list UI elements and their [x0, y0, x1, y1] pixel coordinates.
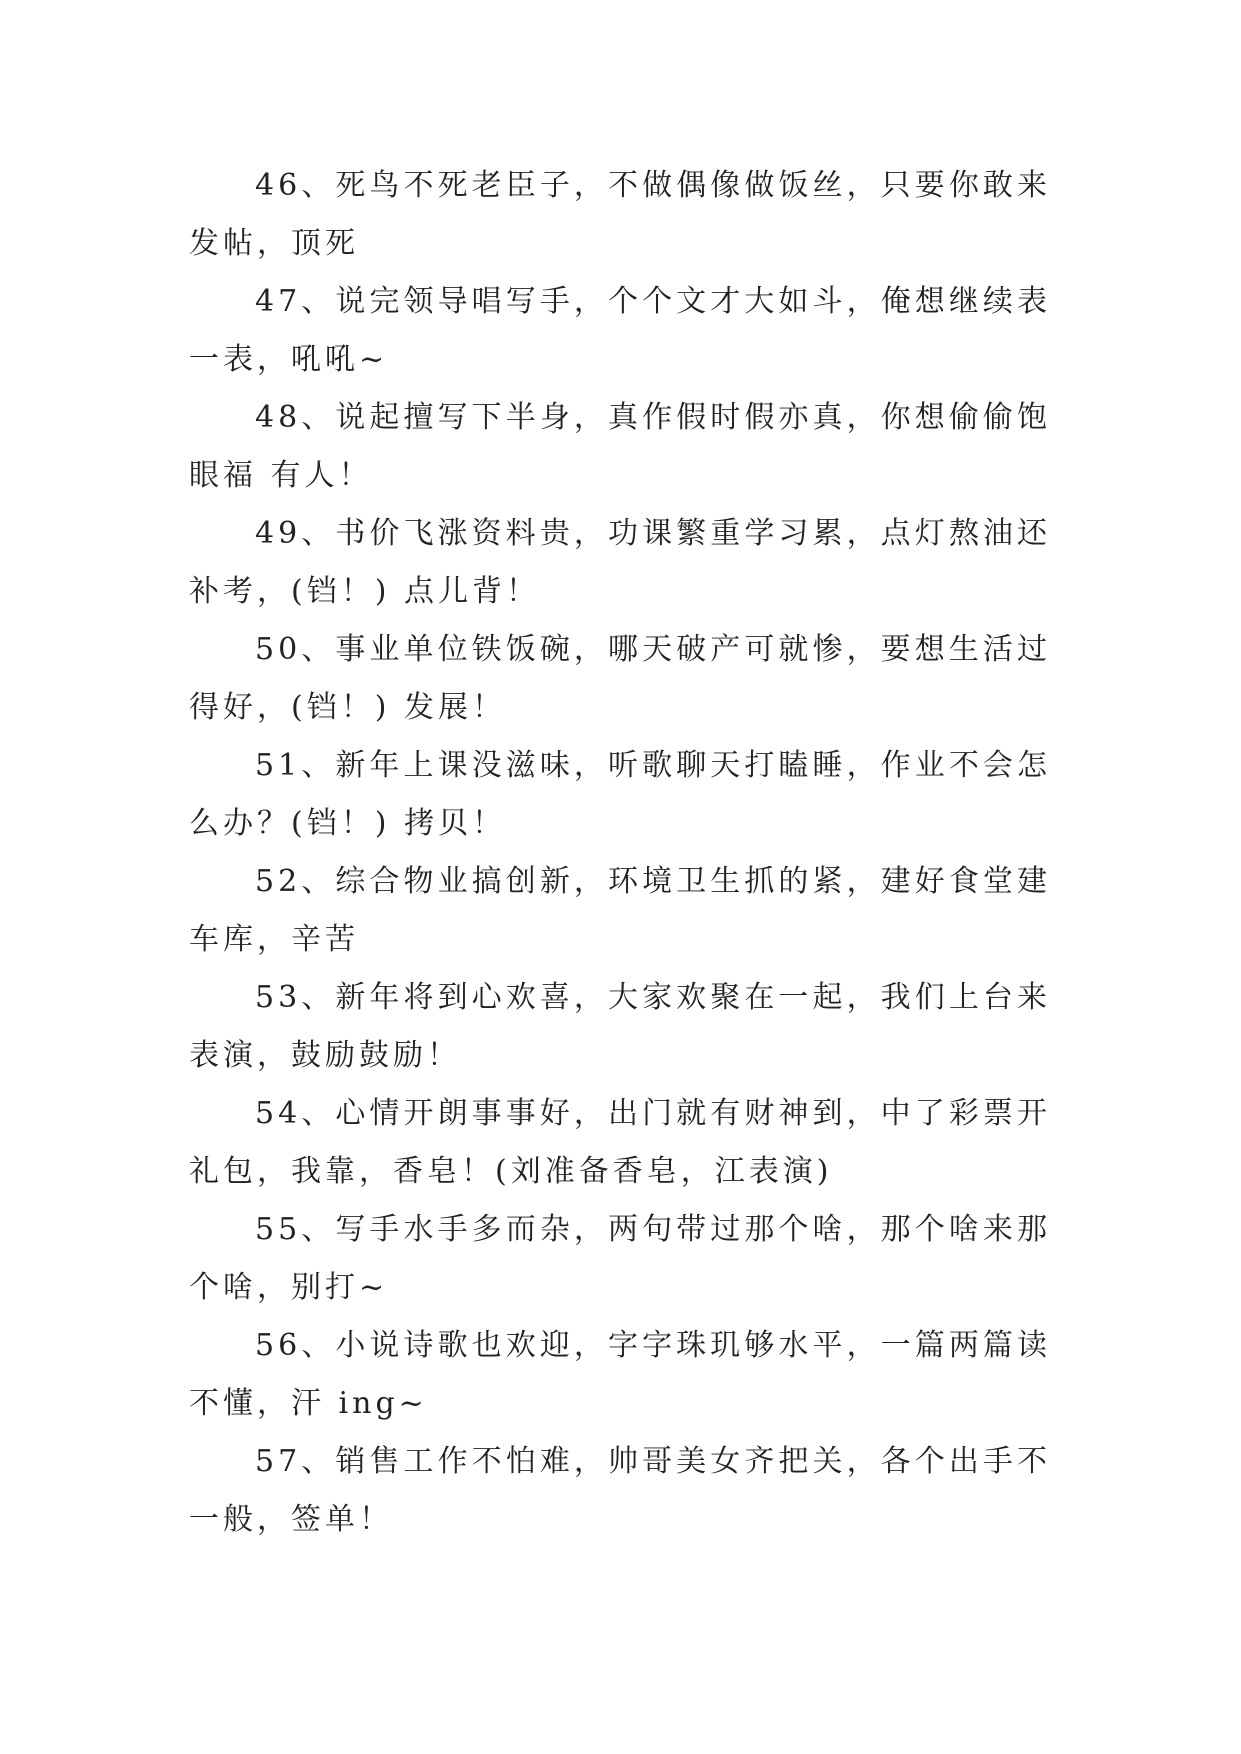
paragraph-46: 46、死鸟不死老臣子，不做偶像做饭丝，只要你敢来发帖，顶死 — [189, 168, 1051, 261]
paragraph-49: 49、书价飞涨资料贵，功课繁重学习累，点灯熬油还补考，(铛！) 点儿背！ — [189, 516, 1051, 609]
paragraph-55: 55、写手水手多而杂，两句带过那个啥，那个啥来那个啥，别打~ — [189, 1212, 1051, 1305]
paragraph-54: 54、心情开朗事事好，出门就有财神到，中了彩票开礼包，我靠，香皂！(刘准备香皂，江表演) — [189, 1096, 1051, 1189]
paragraph-50: 50、事业单位铁饭碗，哪天破产可就惨，要想生活过得好，(铛！) 发展！ — [189, 632, 1051, 725]
paragraph-47: 47、说完领导唱写手，个个文才大如斗，俺想继续表一表，吼吼~ — [189, 284, 1051, 377]
paragraph-48: 48、说起擅写下半身，真作假时假亦真，你想偷偷饱眼福 有人！ — [189, 400, 1051, 493]
paragraph-57: 57、销售工作不怕难，帅哥美女齐把关，各个出手不一般，签单！ — [189, 1444, 1051, 1537]
paragraph-56: 56、小说诗歌也欢迎，字字珠玑够水平，一篇两篇读不懂，汗 ing~ — [189, 1328, 1051, 1421]
document-body — [189, 157, 1051, 1549]
paragraph-51: 51、新年上课没滋味，听歌聊天打瞌睡，作业不会怎么办？(铛！) 拷贝！ — [189, 748, 1051, 841]
paragraph-52: 52、综合物业搞创新，环境卫生抓的紧，建好食堂建车库，辛苦 — [189, 864, 1051, 957]
paragraph-53: 53、新年将到心欢喜，大家欢聚在一起，我们上台来表演，鼓励鼓励！ — [189, 980, 1051, 1073]
